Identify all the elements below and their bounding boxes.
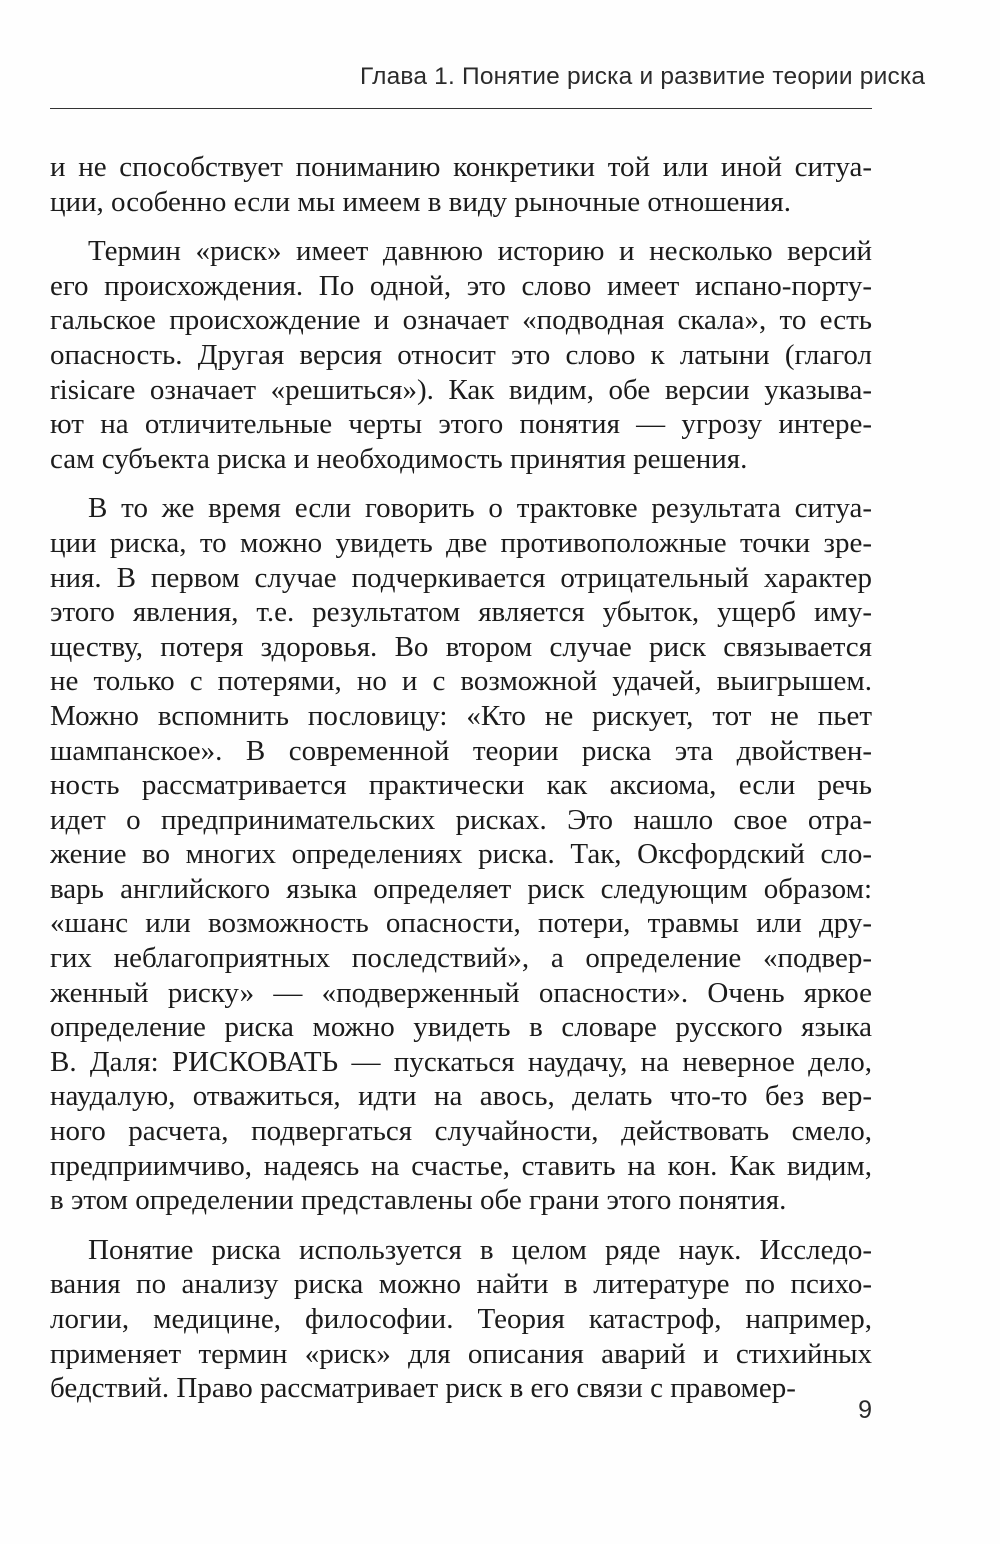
- text-line: вания по анализу риска можно найти в литературе по психо-: [50, 1268, 872, 1301]
- text-line: в этом определении представлены обе грани этого понятия.: [50, 1184, 787, 1217]
- text-line: жение во многих определениях риска. Так, Оксфордский сло-: [50, 838, 872, 871]
- body-text: [50, 150, 872, 1406]
- header-rule: [50, 108, 872, 109]
- paragraph: [50, 150, 872, 219]
- text-line: ность рассматривается практически как аксиома, если речь: [50, 769, 872, 802]
- paragraph: [50, 491, 872, 1217]
- page-number: 9: [858, 1396, 872, 1424]
- text-line: шампанское». В современной теории риска эта двойствен-: [50, 734, 872, 767]
- text-line: сам субъекта риска и необходимость принятия решения.: [50, 442, 748, 475]
- text-line: гих неблагоприятных последствий», а определение «подвер-: [50, 942, 872, 975]
- paragraph-gap: [50, 1218, 872, 1233]
- paragraph: [50, 234, 872, 476]
- text-line: ния. В первом случае подчеркивается отрицательный характер: [50, 561, 872, 594]
- text-line: его происхождения. По одной, это слово имеет испано-порту-: [50, 269, 872, 302]
- paragraph-gap: [50, 476, 872, 491]
- running-header: Глава 1. Понятие риска и развитие теории риска: [360, 63, 926, 90]
- text-line: risicare означает «решиться»). Как видим, обе версии указыва-: [50, 373, 872, 406]
- text-line: бедствий. Право рассматривает риск в его связи с правомер-: [50, 1372, 796, 1405]
- text-line: предприимчиво, надеясь на счастье, ставить на кон. Как видим,: [50, 1149, 872, 1182]
- text-line: логии, медицине, философии. Теория катастроф, например,: [50, 1303, 872, 1335]
- text-line: этого явления, т.е. результатом является убыток, ущерб иму-: [50, 596, 872, 629]
- text-line: наудалую, отважиться, идти на авось, делать что-то без вер-: [50, 1080, 872, 1113]
- text-line: варь английского языка определяет риск следующим образом:: [50, 872, 872, 905]
- text-line: идет о предпринимательских рисках. Это нашло свое отра-: [50, 803, 872, 836]
- text-line: В. Даля: РИСКОВАТЬ — пускаться наудачу, на неверное дело,: [50, 1045, 872, 1078]
- text-line: гальское происхождение и означает «подводная скала», то есть: [50, 304, 872, 337]
- text-line: применяет термин «риск» для описания аварий и стихийных: [50, 1337, 872, 1370]
- text-line: ют на отличительные черты этого понятия — угрозу интере-: [50, 408, 872, 441]
- text-line: не только с потерями, но и с возможной удачей, выигрышем.: [50, 665, 872, 698]
- text-line: и не способствует пониманию конкретики той или иной ситуа-: [50, 151, 872, 183]
- text-line: ции риска, то можно увидеть две противоположные точки зре-: [50, 526, 872, 559]
- text-line: ного расчета, подвергаться случайности, действовать смело,: [50, 1115, 872, 1148]
- text-line: В то же время если говорить о трактовке результата ситуа-: [88, 492, 872, 525]
- text-line: опасность. Другая версия относит это слово к латыни (глагол: [50, 338, 872, 371]
- text-line: Можно вспомнить пословицу: «Кто не рискует, тот не пьет: [50, 699, 872, 732]
- text-line: ществу, потеря здоровья. Во втором случае риск связывается: [50, 630, 872, 663]
- text-line: «шанс или возможность опасности, потери, травмы или дру-: [50, 907, 872, 940]
- paragraph-gap: [50, 219, 872, 234]
- text-line: женный риску» — «подверженный опасности». Очень яркое: [50, 976, 872, 1009]
- text-line: ции, особенно если мы имеем в виду рыночные отношения.: [50, 185, 791, 218]
- paragraph: [50, 1233, 872, 1406]
- text-line: Понятие риска используется в целом ряде наук. Исследо-: [88, 1233, 872, 1266]
- text-line: определение риска можно увидеть в словаре русского языка: [50, 1011, 872, 1044]
- text-line: Термин «риск» имеет давнюю историю и несколько версий: [88, 235, 872, 268]
